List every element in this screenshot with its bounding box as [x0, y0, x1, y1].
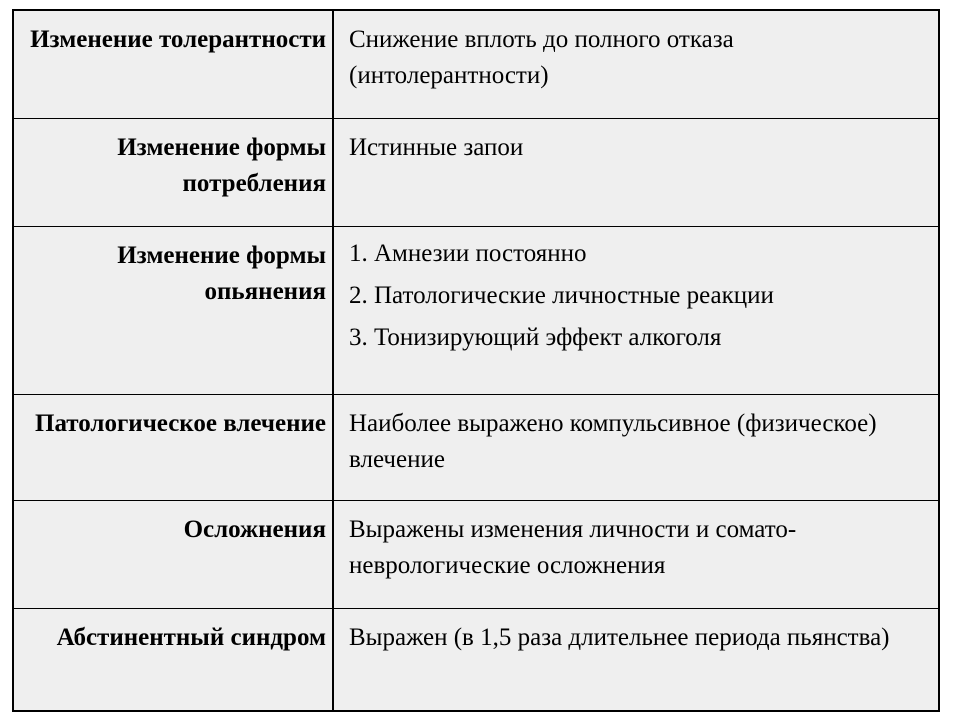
- row-label: Изменение формы опьянения: [14, 227, 334, 394]
- table-row: [14, 609, 938, 710]
- list-item: 1. Амнезии постоянно: [349, 240, 587, 267]
- row-label: Изменение толерантности: [14, 11, 334, 118]
- row-value: Истинные запои: [349, 134, 524, 161]
- row-value-list: [334, 227, 938, 394]
- row-label: Осложнения: [14, 501, 334, 608]
- row-label: Изменение формы потребления: [14, 119, 334, 226]
- table-row: [14, 227, 938, 395]
- alcoholism-stage-table: [12, 9, 940, 712]
- row-label: Абстинентный синдром: [14, 609, 334, 710]
- row-value: Выражены изменения личности и сомато-неврологические осложнения: [349, 516, 797, 579]
- table-row: [14, 119, 938, 227]
- table-row: [14, 501, 938, 609]
- list-item: 3. Тонизирующий эффект алкоголя: [349, 324, 722, 351]
- row-value: Наиболее выражено компульсивное (физическое) влечение: [349, 410, 877, 473]
- row-label: Патологическое влечение: [14, 395, 334, 500]
- row-value: Выражен (в 1,5 раза длительнее периода пьянства): [349, 624, 890, 651]
- row-value: Снижение вплоть до полного отказа (интолерантности): [349, 26, 734, 89]
- table-row: [14, 11, 938, 119]
- table-row: [14, 395, 938, 501]
- list-item: 2. Патологические личностные реакции: [349, 282, 774, 309]
